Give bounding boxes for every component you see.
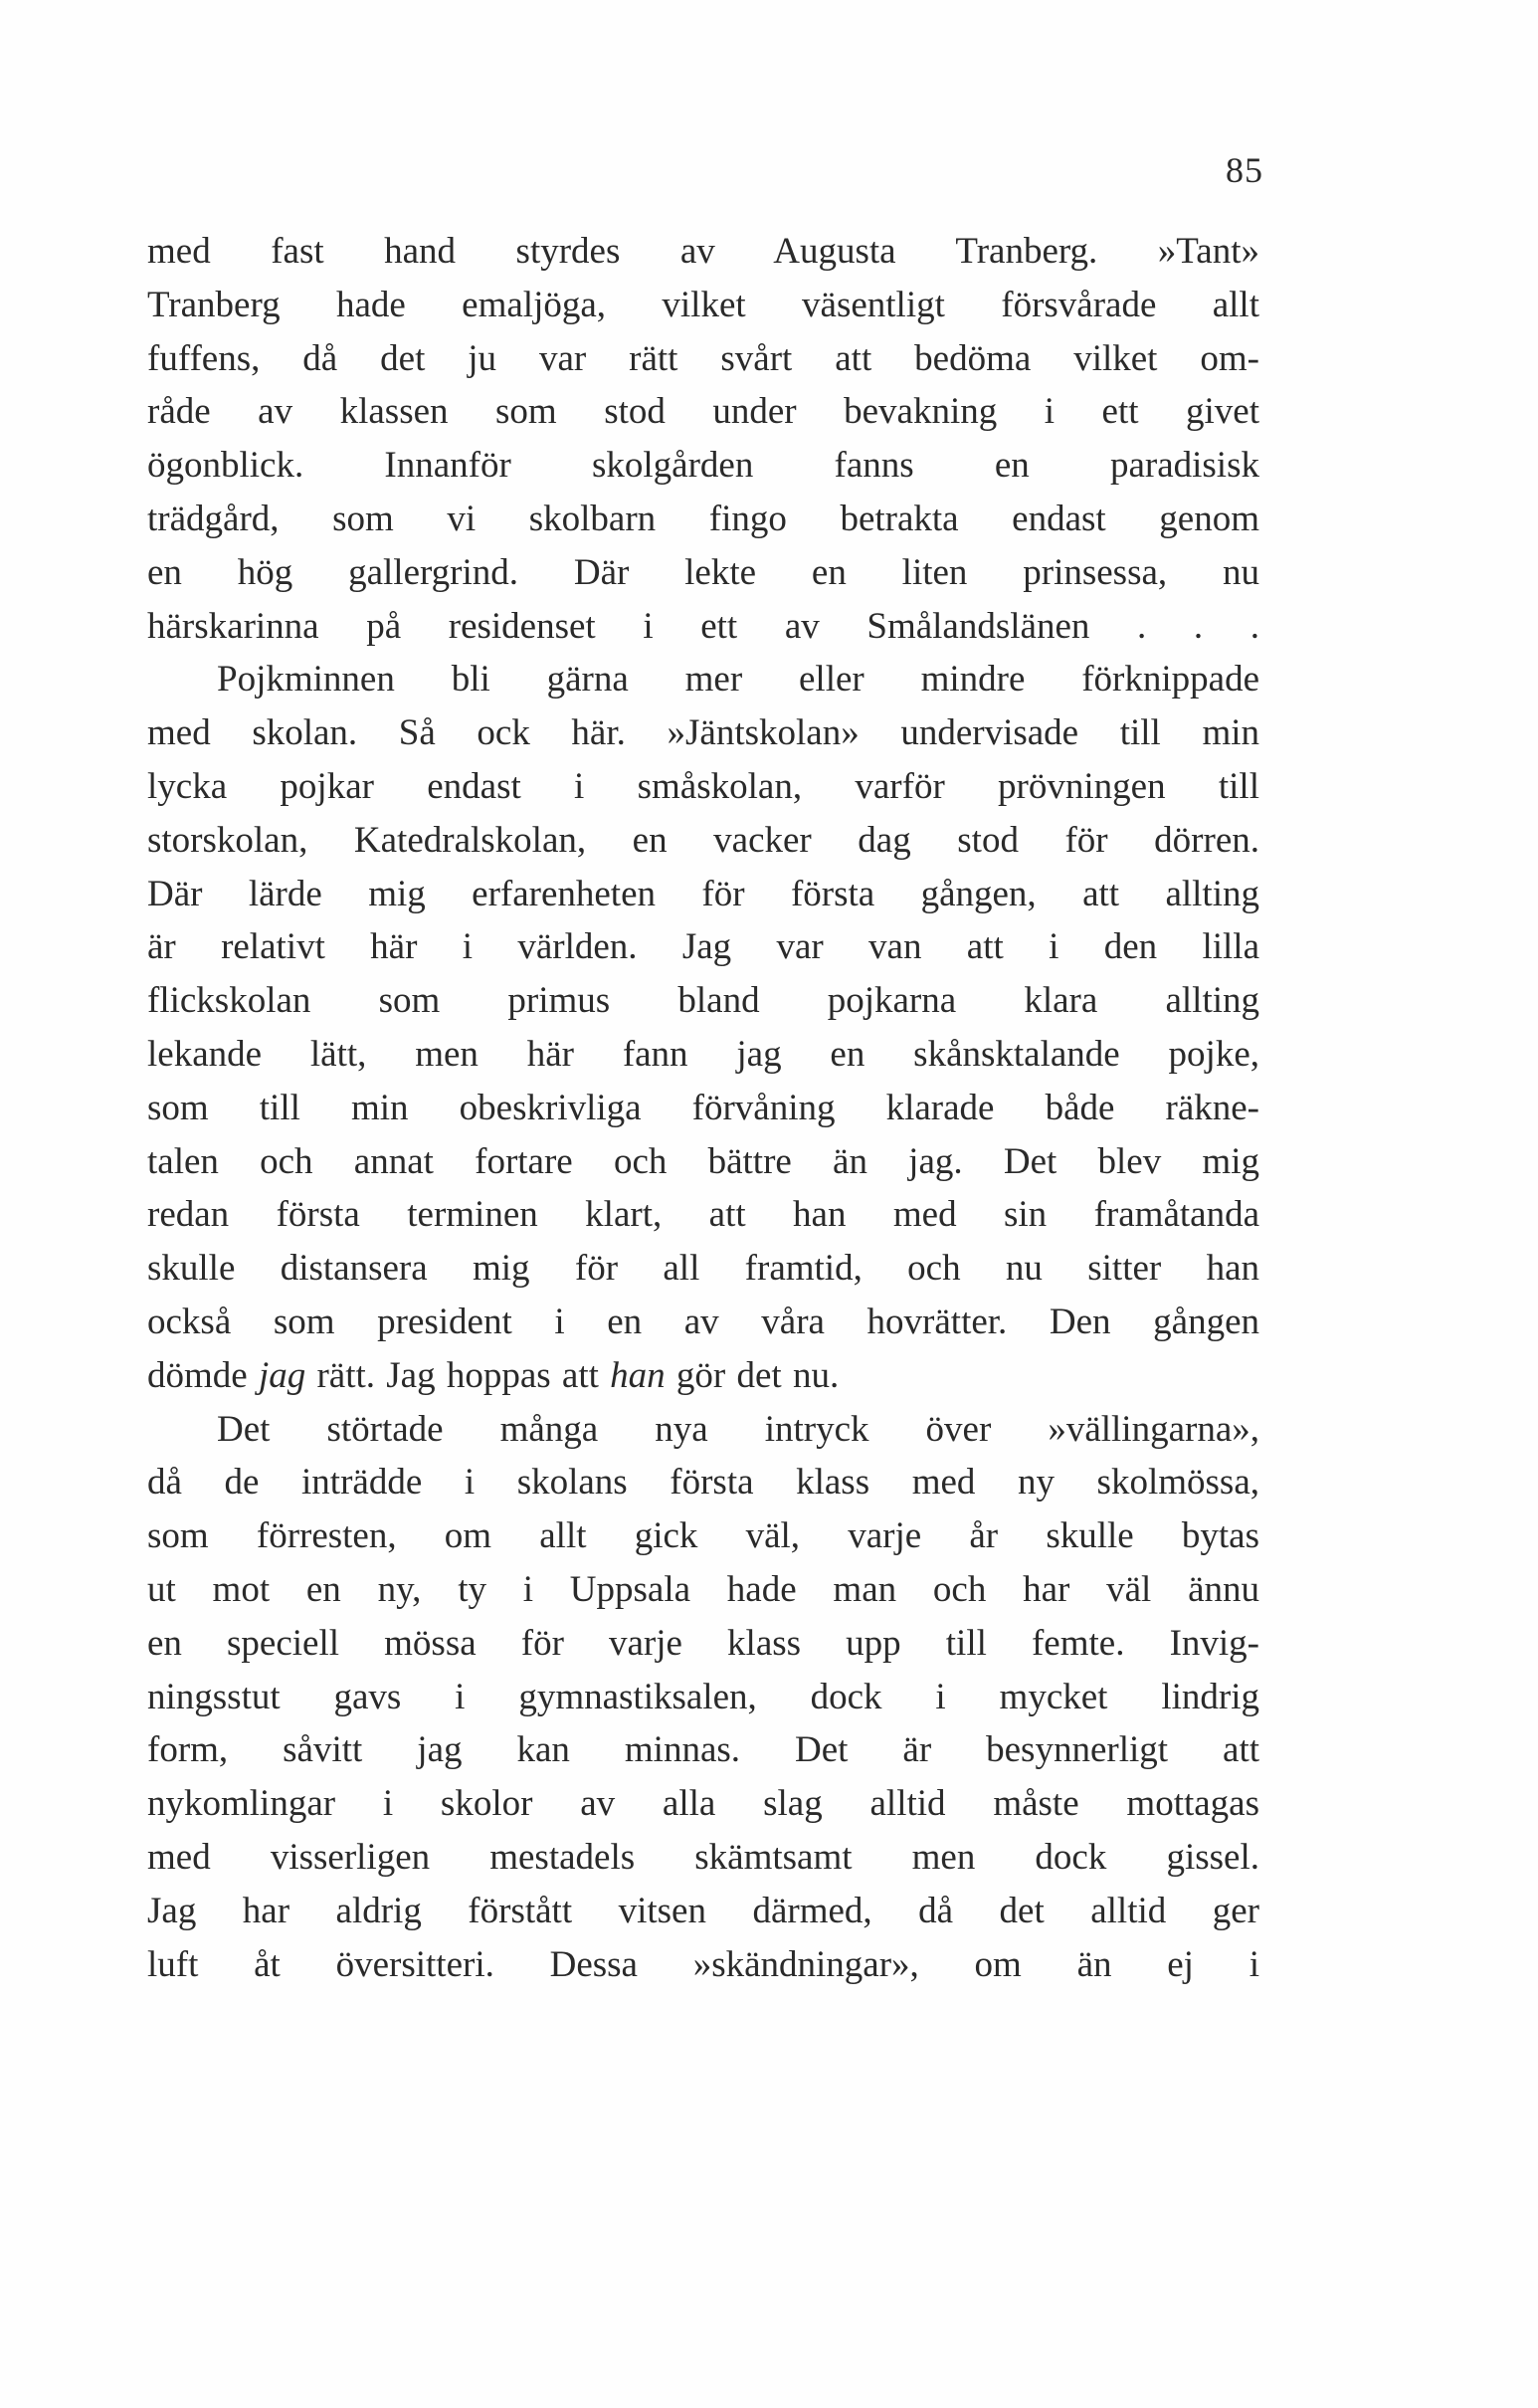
- text-line: talen och annat fortare och bättre än jag. Det blev mig: [147, 1140, 1259, 1182]
- text-line: ut mot en ny, ty i Uppsala hade man och har väl ännu: [147, 1568, 1259, 1610]
- text-line: en hög gallergrind. Där lekte en liten prinsessa, nu: [147, 551, 1259, 593]
- text-line: råde av klassen som stod under bevakning i ett givet: [147, 391, 1259, 433]
- text-line: då de inträdde i skolans första klass med ny skolmössa,: [147, 1462, 1259, 1504]
- text-line: lycka pojkar endast i småskolan, varför prövningen till: [147, 765, 1259, 807]
- text-line: som till min obeskrivliga förvåning klarade både räkne-: [147, 1087, 1259, 1128]
- text-fragment: rätt. Jag hoppas att: [305, 1354, 611, 1396]
- text-line: härskarinna på residenset i ett av Smålandslänen . . .: [147, 605, 1259, 647]
- text-line: med fast hand styrdes av Augusta Tranberg. »Tant»: [147, 231, 1259, 272]
- text-fragment: dömde: [147, 1354, 259, 1396]
- text-line: redan första terminen klart, att han med sin framåtanda: [147, 1194, 1259, 1236]
- text-line: flickskolan som primus bland pojkarna klara allting: [147, 980, 1259, 1022]
- text-line: ögonblick. Innanför skolgården fanns en paradisisk: [147, 445, 1259, 487]
- text-line: också som president i en av våra hovrätter. Den gången: [147, 1301, 1259, 1342]
- text-line: storskolan, Katedralskolan, en vacker dag stod för dörren.: [147, 819, 1259, 861]
- italic-word: han: [610, 1354, 666, 1396]
- text-line: ningsstut gavs i gymnastiksalen, dock i mycket lindrig: [147, 1676, 1259, 1717]
- text-line: Tranberg hade emaljöga, vilket väsentligt försvårade allt: [147, 284, 1259, 325]
- text-line: som förresten, om allt gick väl, varje år skulle bytas: [147, 1515, 1259, 1557]
- italic-word: jag: [258, 1354, 306, 1396]
- text-line: Pojkminnen bli gärna mer eller mindre förknippade: [217, 659, 1259, 701]
- text-line: med skolan. Så ock här. »Jäntskolan» undervisade till min: [147, 712, 1259, 754]
- text-line: lekande lätt, men här fann jag en skånsktalande pojke,: [147, 1033, 1259, 1075]
- text-line: Jag har aldrig förstått vitsen därmed, då det alltid ger: [147, 1890, 1259, 1931]
- text-line: form, såvitt jag kan minnas. Det är besynnerligt att: [147, 1729, 1259, 1771]
- text-line: skulle distansera mig för all framtid, och nu sitter han: [147, 1248, 1259, 1290]
- text-fragment: gör det nu.: [665, 1354, 840, 1396]
- text-line: Där lärde mig erfarenheten för första gången, att allting: [147, 873, 1259, 914]
- text-line: trädgård, som vi skolbarn fingo betrakta endast genom: [147, 498, 1259, 539]
- text-line: nykomlingar i skolor av alla slag alltid måste mottagas: [147, 1783, 1259, 1825]
- page-number: 85: [1226, 150, 1263, 190]
- text-line: en speciell mössa för varje klass upp till femte. Invig-: [147, 1622, 1259, 1664]
- text-line: fuffens, då det ju var rätt svårt att bedöma vilket om-: [147, 337, 1259, 379]
- text-line: med visserligen mestadels skämtsamt men dock gissel.: [147, 1836, 1259, 1878]
- text-line: är relativt här i världen. Jag var van att i den lilla: [147, 926, 1259, 968]
- text-line: luft åt översitteri. Dessa »skändningar», om än ej i: [147, 1943, 1259, 1985]
- text-line: Det störtade många nya intryck över »vällingarna»,: [217, 1408, 1259, 1450]
- body-text: [147, 225, 1259, 1991]
- text-line-italic: [147, 1349, 1259, 1403]
